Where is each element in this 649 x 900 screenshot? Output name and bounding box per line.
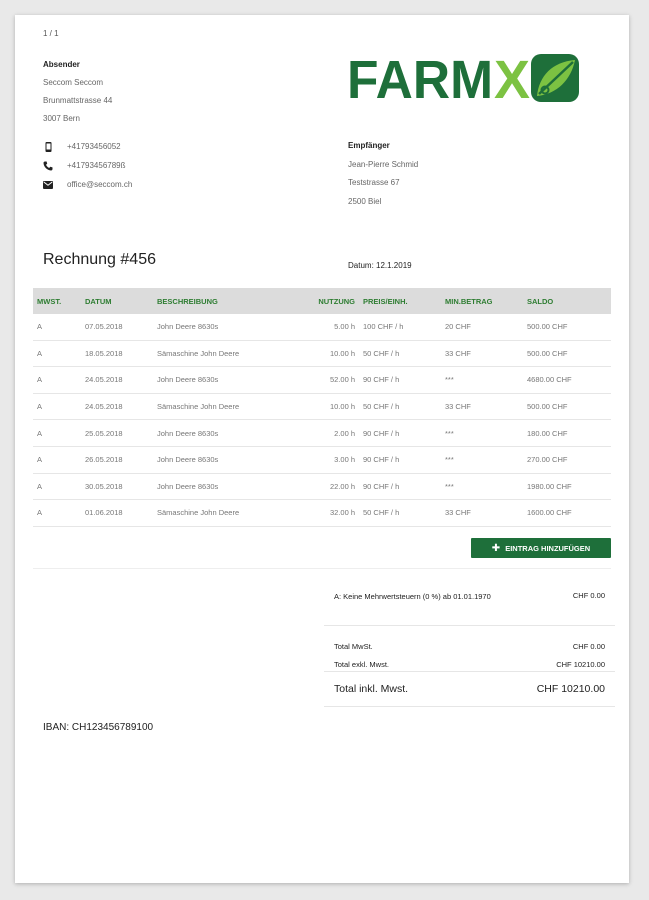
cell-saldo: 4680.00 CHF bbox=[527, 375, 572, 385]
table-body bbox=[33, 314, 611, 527]
cell-nutzung: 32.00 h bbox=[329, 508, 355, 518]
cell-datum: 18.05.2018 bbox=[85, 348, 123, 358]
cell-mwst: A bbox=[37, 375, 43, 385]
table-row bbox=[33, 314, 611, 341]
cell-minbetrag: *** bbox=[445, 428, 454, 438]
envelope-icon bbox=[43, 180, 53, 190]
cell-nutzung: 10.00 h bbox=[329, 348, 355, 358]
cell-datum: 07.05.2018 bbox=[85, 322, 123, 332]
invoice-table bbox=[33, 288, 611, 527]
cell-minbetrag: 33 CHF bbox=[445, 348, 471, 358]
sender-name: Seccom Seccom bbox=[43, 78, 104, 87]
table-row bbox=[33, 447, 611, 474]
sender-city: 3007 Bern bbox=[43, 114, 80, 123]
cell-datum: 30.05.2018 bbox=[85, 481, 123, 491]
cell-preis: 90 CHF / h bbox=[363, 481, 400, 491]
logo-text-farm: FARM bbox=[347, 52, 493, 108]
cell-minbetrag: 20 CHF bbox=[445, 322, 471, 332]
iban-text: IBAN: CH123456789100 bbox=[43, 722, 154, 733]
cell-preis: 50 CHF / h bbox=[363, 402, 400, 412]
cell-preis: 100 CHF / h bbox=[363, 322, 404, 332]
header-datum: DATUM bbox=[85, 296, 112, 306]
totals-block bbox=[324, 587, 615, 707]
cell-mwst: A bbox=[37, 455, 43, 465]
contact-phone-value: +41793456789ß bbox=[67, 161, 126, 170]
total-vat-row bbox=[334, 638, 605, 656]
header-mwst: MWST. bbox=[37, 296, 62, 306]
invoice-page bbox=[15, 15, 629, 883]
table-row bbox=[33, 394, 611, 421]
total-incl-row bbox=[324, 672, 615, 707]
cell-nutzung: 10.00 h bbox=[329, 402, 355, 412]
cell-preis: 50 CHF / h bbox=[363, 348, 400, 358]
cell-beschreibung: John Deere 8630s bbox=[157, 322, 219, 332]
table-row bbox=[33, 341, 611, 368]
cell-datum: 25.05.2018 bbox=[85, 428, 123, 438]
cell-saldo: 270.00 CHF bbox=[527, 455, 568, 465]
cell-nutzung: 22.00 h bbox=[329, 481, 355, 491]
invoice-title: Rechnung #456 bbox=[43, 251, 156, 268]
cell-preis: 90 CHF / h bbox=[363, 428, 400, 438]
mobile-icon bbox=[43, 142, 53, 152]
vat-note-value: CHF 0.00 bbox=[572, 591, 605, 600]
contact-mobile bbox=[43, 137, 132, 156]
cell-beschreibung: John Deere 8630s bbox=[157, 481, 219, 491]
total-excl-label: Total exkl. Mwst. bbox=[334, 660, 390, 669]
cell-beschreibung: John Deere 8630s bbox=[157, 375, 219, 385]
cell-datum: 24.05.2018 bbox=[85, 402, 123, 412]
section-divider bbox=[33, 568, 611, 569]
recipient-name: Jean-Pierre Schmid bbox=[348, 159, 419, 169]
contact-email-value: office@seccom.ch bbox=[67, 180, 133, 189]
cell-mwst: A bbox=[37, 322, 43, 332]
cell-saldo: 500.00 CHF bbox=[527, 348, 568, 358]
cell-saldo: 180.00 CHF bbox=[527, 428, 568, 438]
header-beschreibung: BESCHREIBUNG bbox=[157, 296, 218, 306]
sender-street: Brunmattstrasse 44 bbox=[43, 96, 113, 105]
contact-email bbox=[43, 175, 132, 194]
total-incl-label: Total inkl. Mwst. bbox=[334, 683, 409, 695]
cell-mwst: A bbox=[37, 402, 43, 412]
logo-text-x: X bbox=[494, 52, 530, 108]
phone-icon bbox=[43, 161, 53, 171]
farmx-logo bbox=[347, 52, 579, 108]
header-nutzung: NUTZUNG bbox=[318, 296, 355, 306]
cell-mwst: A bbox=[37, 348, 43, 358]
recipient-street: Teststrasse 67 bbox=[348, 178, 400, 187]
cell-preis: 50 CHF / h bbox=[363, 508, 400, 518]
table-row bbox=[33, 500, 611, 527]
table-row bbox=[33, 367, 611, 394]
table-row bbox=[33, 420, 611, 447]
contact-list bbox=[43, 137, 132, 194]
vat-note-row bbox=[324, 587, 615, 626]
cell-saldo: 500.00 CHF bbox=[527, 322, 568, 332]
cell-mwst: A bbox=[37, 481, 43, 491]
cell-datum: 24.05.2018 bbox=[85, 375, 123, 385]
cell-datum: 01.06.2018 bbox=[85, 508, 123, 518]
cell-nutzung: 5.00 h bbox=[334, 322, 355, 332]
cell-nutzung: 3.00 h bbox=[334, 455, 355, 465]
vat-note-label: A: Keine Mehrwertsteuern (0 %) ab 01.01.1970 bbox=[334, 592, 491, 601]
cell-minbetrag: *** bbox=[445, 455, 454, 465]
sender-block bbox=[43, 56, 112, 128]
table-header bbox=[33, 288, 611, 314]
cell-preis: 90 CHF / h bbox=[363, 455, 400, 465]
total-vat-value: CHF 0.00 bbox=[572, 642, 605, 651]
cell-saldo: 1980.00 CHF bbox=[527, 481, 572, 491]
total-incl-value: CHF 10210.00 bbox=[536, 683, 605, 695]
invoice-date: Datum: 12.1.2019 bbox=[348, 261, 412, 270]
cell-beschreibung: Sämaschine John Deere bbox=[157, 348, 240, 358]
cell-minbetrag: 33 CHF bbox=[445, 508, 471, 518]
contact-phone bbox=[43, 156, 132, 175]
contact-mobile-value: +41793456052 bbox=[67, 142, 121, 151]
cell-beschreibung: John Deere 8630s bbox=[157, 455, 219, 465]
cell-preis: 90 CHF / h bbox=[363, 375, 400, 385]
cell-beschreibung: John Deere 8630s bbox=[157, 428, 219, 438]
recipient-city: 2500 Biel bbox=[348, 196, 382, 206]
subtotals bbox=[324, 626, 615, 672]
cell-nutzung: 2.00 h bbox=[334, 428, 355, 438]
cell-beschreibung: Sämaschine John Deere bbox=[157, 508, 240, 518]
recipient-block bbox=[348, 137, 418, 211]
add-entry-label: EINTRAG HINZUFÜGEN bbox=[505, 543, 591, 553]
cell-nutzung: 52.00 h bbox=[329, 375, 355, 385]
cell-minbetrag: *** bbox=[445, 481, 454, 491]
cell-minbetrag: *** bbox=[445, 375, 454, 385]
leaf-icon bbox=[531, 54, 579, 102]
cell-datum: 26.05.2018 bbox=[85, 455, 123, 465]
total-vat-label: Total MwSt. bbox=[334, 642, 373, 651]
add-entry-button[interactable] bbox=[471, 538, 611, 558]
header-preis: PREIS/EINH. bbox=[363, 296, 408, 306]
page-number: 1 / 1 bbox=[43, 29, 59, 38]
plus-icon: ✚ bbox=[491, 542, 501, 554]
header-saldo: SALDO bbox=[527, 296, 554, 306]
cell-saldo: 500.00 CHF bbox=[527, 402, 568, 412]
cell-mwst: A bbox=[37, 428, 43, 438]
sender-heading: Absender bbox=[43, 60, 80, 69]
cell-saldo: 1600.00 CHF bbox=[527, 508, 572, 518]
total-excl-value: CHF 10210.00 bbox=[556, 660, 605, 669]
cell-beschreibung: Sämaschine John Deere bbox=[157, 402, 240, 412]
cell-mwst: A bbox=[37, 508, 43, 518]
table-row bbox=[33, 474, 611, 501]
cell-minbetrag: 33 CHF bbox=[445, 402, 471, 412]
header-minbetrag: MIN.BETRAG bbox=[445, 296, 493, 306]
recipient-heading: Empfänger bbox=[348, 141, 390, 150]
